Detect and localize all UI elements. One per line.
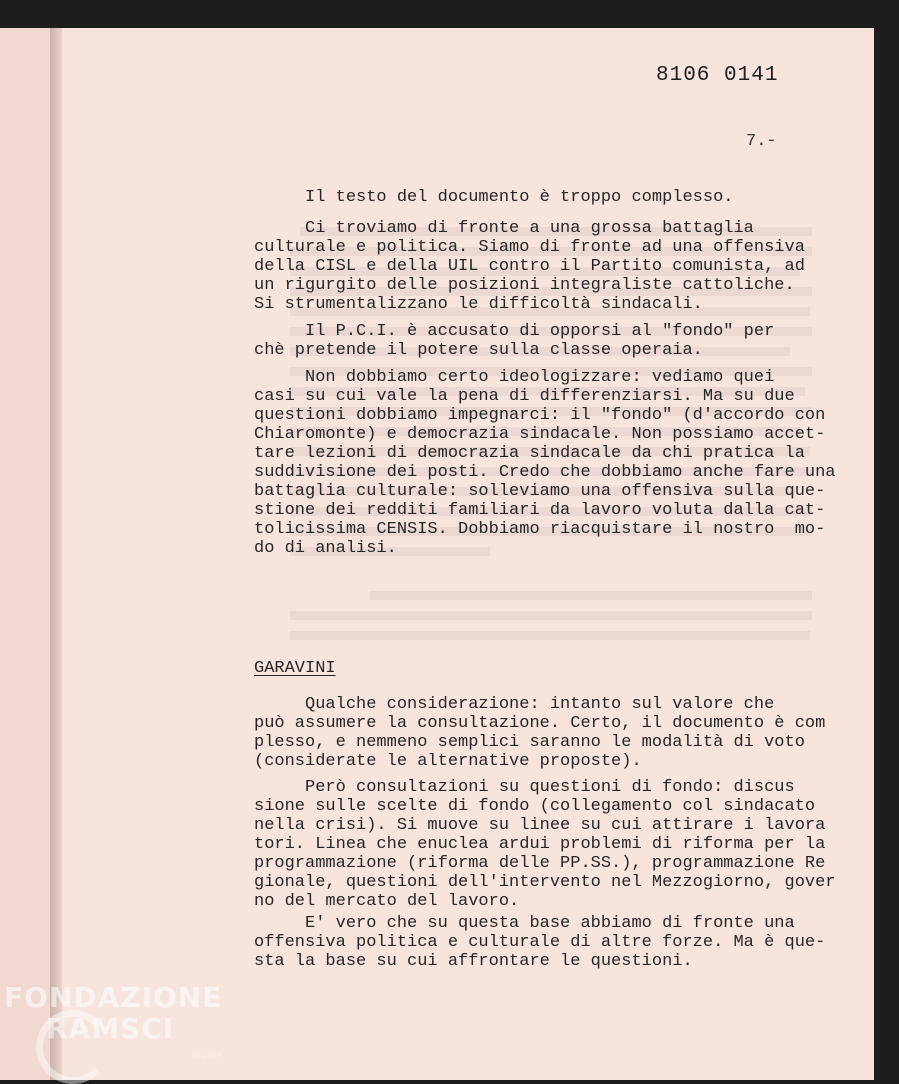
watermark-logo [4, 982, 222, 1044]
text-line: offensiva politica e culturale di altre forze. Ma è que- [254, 933, 826, 952]
page-gutter [50, 28, 62, 1080]
text-line: Chiaromonte) e democrazia sindacale. Non possiamo accet- [254, 425, 826, 444]
text-line: Qualche considerazione: intanto sul valore che [254, 695, 775, 714]
text-line: tori. Linea che enuclea ardui problemi di riforma per la [254, 835, 826, 854]
watermark-line-2: RAMSCI [46, 1012, 175, 1045]
text-line: culturale e politica. Siamo di fronte ad una offensiva [254, 238, 805, 257]
text-line: Si strumentalizzano le difficoltà sindacali. [254, 295, 703, 314]
watermark-subtitle: online [192, 1050, 223, 1061]
text-line: E' vero che su questa base abbiamo di fronte una [254, 914, 795, 933]
speaker-paragraph-3 [254, 914, 826, 971]
text-line: (considerate le alternative proposte). [254, 752, 642, 771]
text-line: Non dobbiamo certo ideologizzare: vediamo quei [254, 368, 775, 387]
watermark-line-1: FONDAZIONE [4, 981, 223, 1014]
paragraph-2 [254, 219, 814, 314]
text-line: do di analisi. [254, 539, 397, 558]
text-line: no del mercato del lavoro. [254, 892, 520, 911]
text-line: può assumere la consultazione. Certo, il documento è com [254, 714, 826, 733]
paragraph-3 [254, 322, 814, 360]
text-line: Ci troviamo di fronte a una grossa battaglia [254, 219, 754, 238]
text-line: stione dei redditi familiari da lavoro voluta dalla cat- [254, 501, 826, 520]
text-line: sione sulle scelte di fondo (collegamento col sindacato [254, 797, 816, 816]
text-line: casi su cui vale la pena di differenziarsi. Ma su due [254, 387, 795, 406]
text-line: Però consultazioni su questioni di fondo: discus [254, 778, 795, 797]
text-line: battaglia culturale: solleviamo una offensiva sulla que- [254, 482, 826, 501]
text-line: tolicissima CENSIS. Dobbiamo riacquistare il nostro mo- [254, 520, 826, 539]
left-page-edge [0, 28, 54, 1080]
speaker-paragraph-2 [254, 778, 836, 911]
document-archive-number: 8106 0141 [656, 64, 779, 87]
page-number: 7.- [746, 132, 777, 151]
text-line: chè pretende il potere sulla classe operaia. [254, 341, 703, 360]
speaker-paragraph-1 [254, 695, 826, 771]
text-line: nella crisi). Si muove su linee su cui attirare i lavora [254, 816, 826, 835]
text-line: un rigurgito delle posizioni integraliste cattoliche. [254, 276, 795, 295]
paragraph-1 [254, 188, 814, 207]
text-line: questioni dobbiamo impegnarci: il "fondo" (d'accordo con [254, 406, 826, 425]
text-line: tare lezioni di democrazia sindacale da chi pratica la [254, 444, 805, 463]
text-line: suddivisione dei posti. Credo che dobbiamo anche fare una [254, 463, 836, 482]
text-line: programmazione (riforma delle PP.SS.), programmazione Re [254, 854, 826, 873]
paragraph-4 [254, 368, 836, 558]
text-line: gionale, questioni dell'intervento nel Mezzogiorno, gover [254, 873, 836, 892]
text-line: plesso, e nemmeno semplici saranno le modalità di voto [254, 733, 805, 752]
text-line: Il testo del documento è troppo complesso. [254, 188, 734, 207]
text-line: della CISL e della UIL contro il Partito comunista, ad [254, 257, 805, 276]
text-line: sta la base su cui affrontare le questioni. [254, 952, 693, 971]
speaker-heading: GARAVINI [254, 659, 336, 678]
text-line: Il P.C.I. è accusato di opporsi al "fondo" per [254, 322, 775, 341]
